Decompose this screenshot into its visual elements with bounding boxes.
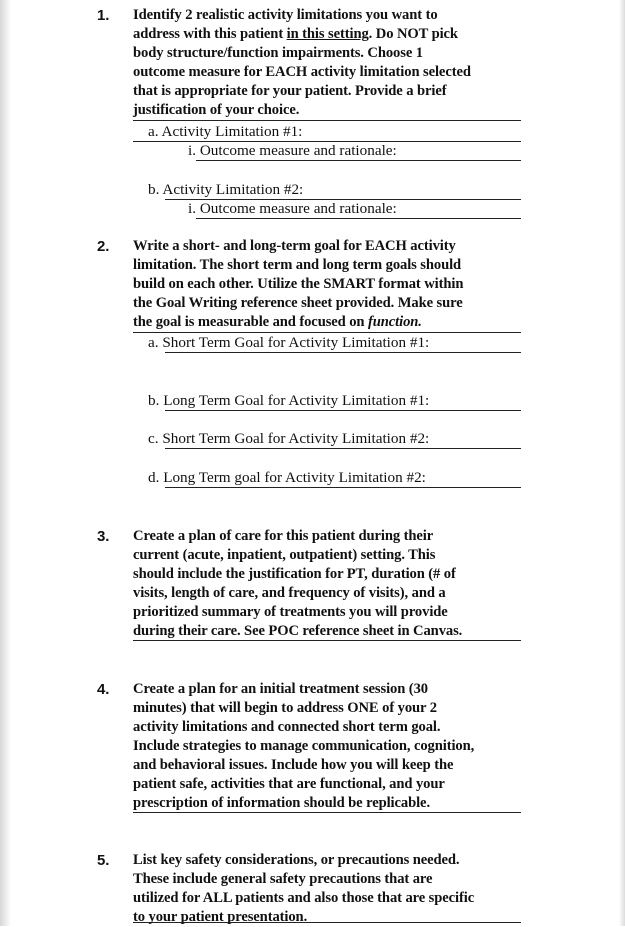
question-4-text bbox=[115, 680, 525, 813]
page-left-edge-shadow bbox=[0, 0, 11, 926]
question-3-line-3: should include the justification for PT, duration (# of bbox=[133, 566, 456, 582]
answer-rule bbox=[196, 160, 521, 161]
in-this-setting-emphasis: in this setting bbox=[286, 26, 369, 42]
question-4-line-2: minutes) that will begin to address ONE of your 2 bbox=[133, 700, 437, 716]
question-4-line-3: activity limitations and connected short term goal. bbox=[133, 719, 441, 735]
question-4-line-7: prescription of information should be replicable. bbox=[133, 795, 430, 811]
question-3-text bbox=[115, 527, 525, 641]
question-1-line-3: body structure/function impairments. Choose 1 bbox=[133, 45, 423, 61]
q1-outcome-measure-1: i. Outcome measure and rationale: bbox=[188, 142, 397, 159]
page-right-edge-shadow bbox=[619, 0, 625, 926]
question-2-text bbox=[115, 237, 525, 332]
question-1-line-6: justification of your choice. bbox=[133, 102, 300, 118]
answer-rule bbox=[165, 352, 521, 353]
question-2 bbox=[97, 237, 525, 332]
question-2-line-3: build on each other. Utilize the SMART format within bbox=[133, 276, 464, 292]
answer-rule bbox=[133, 640, 521, 641]
question-4-line-4: Include strategies to manage communication, cognition, bbox=[133, 738, 475, 754]
function-emphasis: function. bbox=[368, 314, 422, 330]
question-3-line-2: current (acute, inpatient, outpatient) setting. This bbox=[133, 547, 436, 563]
q2-short-term-goal-1: a. Short Term Goal for Activity Limitation #1: bbox=[148, 334, 430, 351]
question-4-line-6: patient safe, activities that are functional, and your bbox=[133, 776, 445, 792]
answer-rule bbox=[133, 332, 521, 333]
question-1-text bbox=[115, 6, 525, 120]
question-5-number: 5. bbox=[97, 852, 110, 869]
answer-rule bbox=[165, 410, 521, 411]
answer-rule bbox=[133, 812, 521, 813]
q2-short-term-goal-2: c. Short Term Goal for Activity Limitation #2: bbox=[148, 430, 430, 447]
q1-activity-limitation-2: b. Activity Limitation #2: bbox=[148, 181, 304, 198]
answer-rule bbox=[165, 448, 521, 449]
question-1 bbox=[97, 6, 525, 120]
q2-long-term-goal-2: d. Long Term goal for Activity Limitation #2: bbox=[148, 469, 426, 486]
question-5-line-4: to your patient presentation. bbox=[133, 909, 308, 925]
question-1-number: 1. bbox=[97, 7, 110, 24]
question-4-number: 4. bbox=[97, 681, 110, 698]
question-2-number: 2. bbox=[97, 238, 110, 255]
question-1-line-4: outcome measure for EACH activity limitation selected bbox=[133, 64, 471, 80]
question-5 bbox=[97, 851, 525, 927]
question-2-line-5: the goal is measurable and focused on function. bbox=[133, 314, 422, 330]
question-2-line-4: the Goal Writing reference sheet provided. Make sure bbox=[133, 295, 463, 311]
q1-activity-limitation-1: a. Activity Limitation #1: bbox=[148, 123, 303, 140]
question-4 bbox=[97, 680, 525, 813]
question-3-line-5: prioritized summary of treatments you will provide bbox=[133, 604, 448, 620]
question-2-line-1: Write a short- and long-term goal for EACH activity bbox=[133, 238, 456, 254]
question-5-line-1: List key safety considerations, or precautions needed. bbox=[133, 852, 460, 868]
answer-rule bbox=[133, 120, 521, 121]
question-1-line-1: Identify 2 realistic activity limitations you want to bbox=[133, 7, 438, 23]
question-5-text bbox=[115, 851, 525, 927]
question-3 bbox=[97, 527, 525, 641]
q2-long-term-goal-1: b. Long Term Goal for Activity Limitation #1: bbox=[148, 392, 430, 409]
answer-rule bbox=[165, 487, 521, 488]
answer-rule bbox=[133, 922, 521, 923]
question-4-line-1: Create a plan for an initial treatment session (30 bbox=[133, 681, 428, 697]
question-3-number: 3. bbox=[97, 528, 110, 545]
question-3-line-6: during their care. See POC reference sheet in Canvas. bbox=[133, 623, 463, 639]
answer-rule bbox=[196, 218, 521, 219]
question-4-line-5: and behavioral issues. Include how you will keep the bbox=[133, 757, 454, 773]
question-5-line-2: These include general safety precautions that are bbox=[133, 871, 433, 887]
question-3-line-4: visits, length of care, and frequency of visits), and a bbox=[133, 585, 446, 601]
q1-outcome-measure-2: i. Outcome measure and rationale: bbox=[188, 200, 397, 217]
question-2-line-2: limitation. The short term and long term goals should bbox=[133, 257, 462, 273]
question-3-line-1: Create a plan of care for this patient during their bbox=[133, 528, 434, 544]
question-1-line-2: address with this patient in this setting. Do NOT pick bbox=[133, 26, 458, 42]
question-1-line-5: that is appropriate for your patient. Provide a brief bbox=[133, 83, 447, 99]
question-5-line-3: utilized for ALL patients and also those that are specific bbox=[133, 890, 475, 906]
